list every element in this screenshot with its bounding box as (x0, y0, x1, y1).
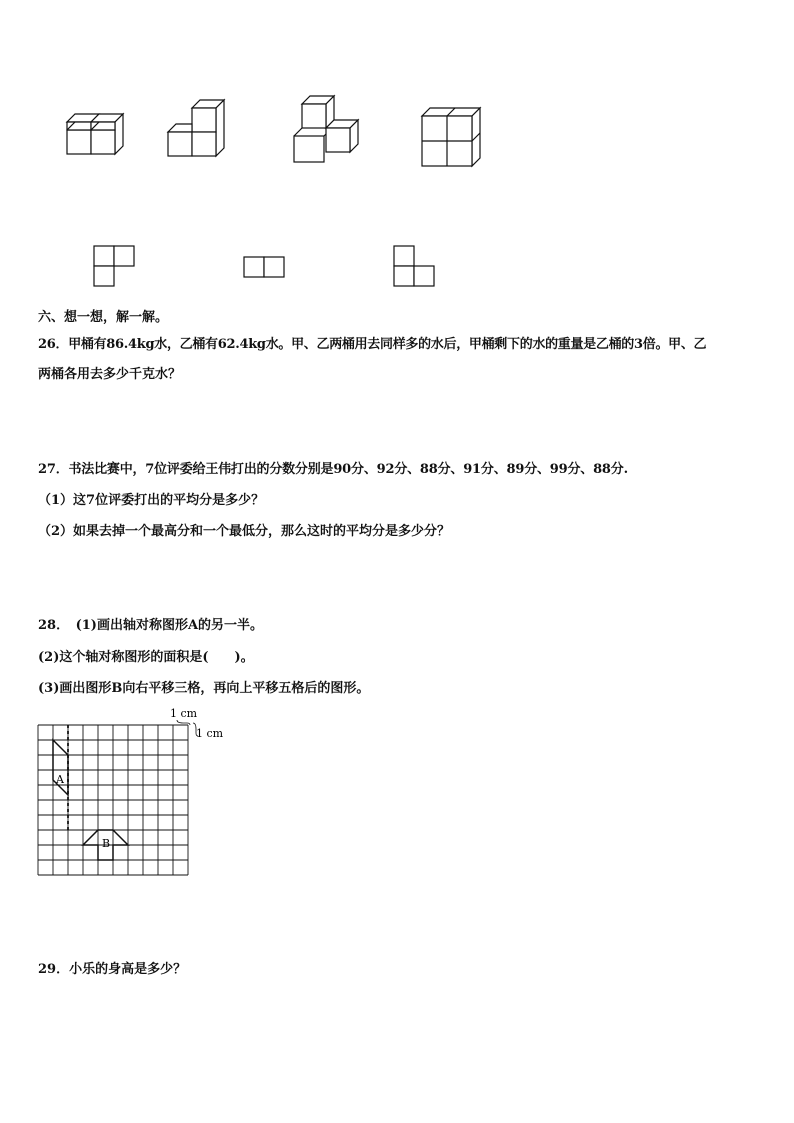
scale-label-top: 1 cm (170, 707, 198, 720)
q26-line1: 26．甲桶有86.4kg水，乙桶有62.4kg水。甲、乙两桶用去同样多的水后，甲桶剩下的水的重量是乙桶的3倍。甲、乙 (38, 337, 707, 352)
scale-bracket-top (177, 720, 190, 725)
q29-stem: 29．小乐的身高是多少？ (38, 962, 187, 977)
view-shape-2 (242, 255, 288, 279)
scale-label-right: 1 cm (196, 727, 224, 740)
q26-line2: 两桶各用去多少千克水？ (38, 367, 182, 382)
cube-solid-1 (60, 112, 130, 162)
shape-b-label: B (102, 837, 111, 850)
q27-stem: 27．书法比赛中，7位评委给王伟打出的分数分别是90分、92分、88分、91分、89分、99分、88分. (38, 462, 628, 477)
q28-part3: (3)画出图形B向右平移三格，再向上平移五格后的图形。 (38, 681, 370, 696)
shape-a-label: A (56, 773, 64, 786)
cube-solid-3 (288, 92, 364, 164)
q28-part2: (2)这个轴对称图形的面积是( )。 (38, 650, 254, 665)
cube-solid-2 (160, 98, 230, 164)
q27-part2: （2）如果去掉一个最高分和一个最低分，那么这时的平均分是多少分？ (38, 524, 451, 539)
view-shape-1 (92, 244, 138, 290)
q27-part1: （1）这7位评委打出的平均分是多少？ (38, 493, 265, 508)
view-shape-3 (392, 244, 438, 290)
cube-solid-4 (418, 104, 486, 170)
shape-a (53, 740, 68, 795)
q28-grid-figure (30, 703, 240, 883)
section-heading: 六、想一想，解一解。 (38, 310, 169, 325)
q28-stem: 28． (1)画出轴对称图形A的另一半。 (38, 618, 264, 633)
